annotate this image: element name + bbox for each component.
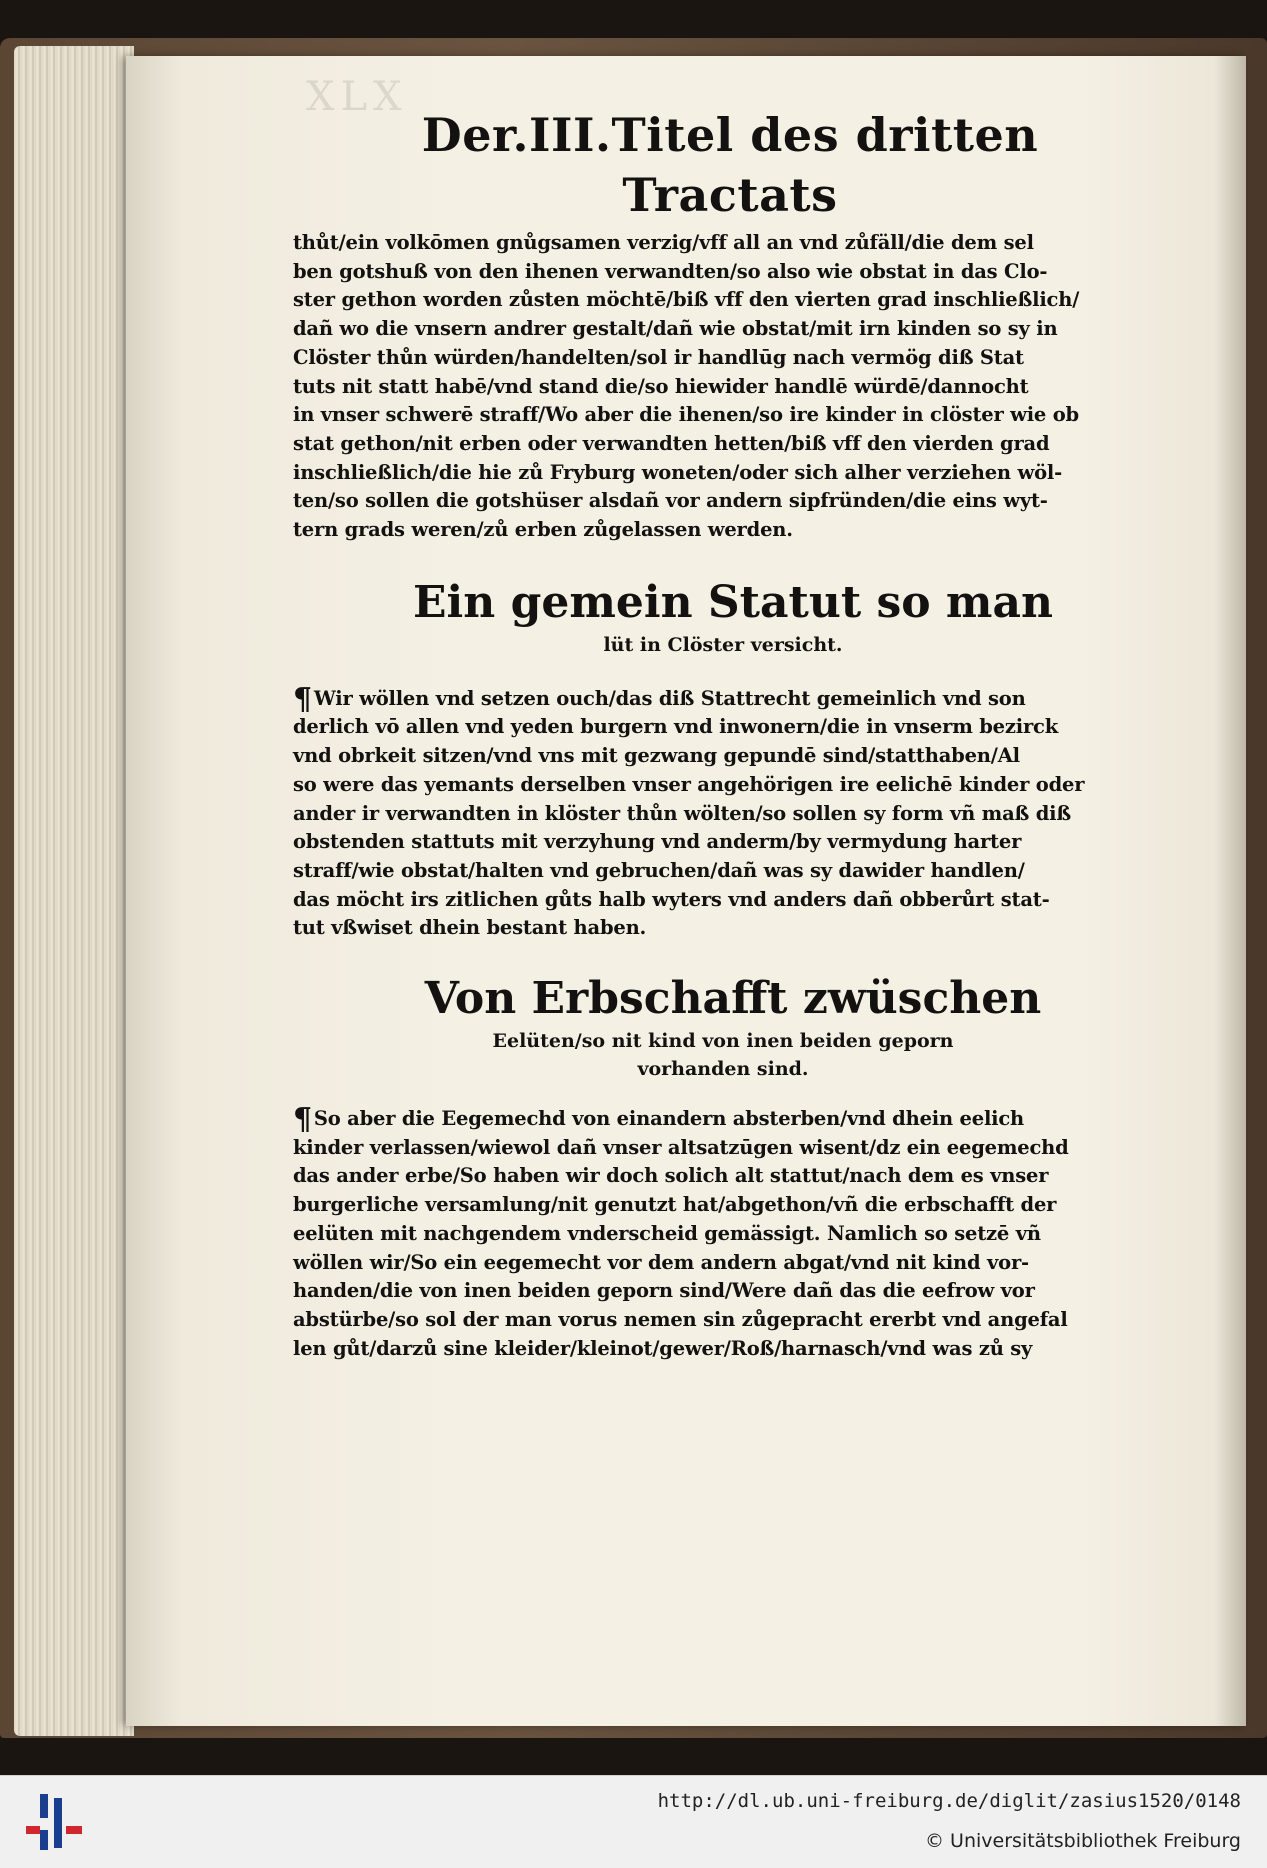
section-subheading: vorhanden sind. [637,1058,809,1081]
text-line: len gůt/darzů sine kleider/kleinot/gewer/Roß/harnasch/vnd was zů sy [293,1336,1033,1360]
text-line: derlich vō allen vnd yeden burgern vnd inwonern/die in vnserm bezirck [293,715,1059,739]
document-url[interactable]: http://dl.ub.uni-freiburg.de/diglit/zasius1520/0148 [657,1790,1241,1812]
text-line: thůt/ein volkōmen gnůgsamen verzig/vff all an vnd zůfäll/die dem sel [293,231,1034,254]
copyright-notice: © Universitätsbibliothek Freiburg [925,1830,1241,1852]
pilcrow-icon: ¶ [293,681,312,717]
section-subheading: Eelüten/so nit kind von inen beiden geporn [492,1030,954,1053]
section-subheading: lüt in Clöster versicht. [603,633,843,656]
text-line: das möcht irs zitlichen gůts halb wyters vnd anders dañ obberůrt stat- [293,887,1050,911]
paragraph-statute [293,681,1143,943]
section-heading: Von Erbschafft zwüschen [424,973,1042,1025]
page-stack-edge [14,46,134,1736]
text-line: stat gethon/nit erben oder verwandten hetten/biß vff den vierden grad [293,431,1050,455]
text-line: Clöster thůn würden/handelten/sol ir handlūg nach vermög diß Stat [293,345,1024,369]
text-line: das ander erbe/So haben wir doch solich alt stattut/nach dem es vnser [293,1164,1049,1188]
text-line: burgerliche versamlung/nit genutzt hat/abgethon/vñ die erbschafft der [293,1193,1057,1217]
text-block [293,105,1143,1363]
gutter-shadow [1216,56,1246,1726]
text-line: ster gethon worden zůsten möchtē/biß vff den vierten grad inschließlich/ [293,288,1080,312]
running-title: Der.III.Titel des dritten Tractats [421,108,1039,222]
text-line: ben gotshuß von den ihenen verwandten/so also wie obstat in das Clo- [293,259,1048,283]
text-line: inschließlich/die hie zů Fryburg woneten/oder sich alher verziehen wöl- [293,460,1062,484]
text-line: obstenden stattuts mit verzyhung vnd anderm/by vermydung harter [293,830,1022,854]
text-line: ander ir verwandten in klöster thůn wölten/so sollen sy form vñ maß diß [293,801,1071,825]
pilcrow-icon: ¶ [293,1102,312,1138]
text-line: straff/wie obstat/halten vnd gebruchen/dañ was sy dawider handlen/ [293,858,1025,882]
section-heading: Ein gemein Statut so man [413,576,1053,628]
text-line: so were das yemants derselben vnser angehörigen ire eelichē kinder oder [293,772,1085,796]
text-line: tuts nit statt habē/vnd stand die/so hiewider handlē würdē/dannocht [293,374,1029,398]
paragraph-continuation [293,229,1143,545]
text-line: ¶ Wir wöllen vnd setzen ouch/das diß Stattrecht gemeinlich vnd son [293,681,1026,717]
text-line: vnd obrkeit sitzen/vnd vns mit gezwang gepundē sind/statthaben/Al [293,744,1020,768]
text-line: dañ wo die vnsern andrer gestalt/dañ wie obstat/mit irn kinden so sy in [293,317,1058,341]
text-line: ¶ So aber die Eegemechd von einandern absterben/vnd dhein eelich [293,1102,1025,1138]
text-line: eelüten mit nachgendem vnderscheid gemässigt. Namlich so setzē vñ [293,1221,1041,1245]
text-line: handen/die von inen beiden geporn sind/Were dañ das die eefrow vor [293,1279,1035,1303]
text-line: in vnser schwerē straff/Wo aber die ihenen/so ire kinder in clöster wie ob [293,403,1079,427]
text-line: tut vßwiset dhein bestant haben. [293,916,647,940]
viewer-footer [0,1775,1267,1868]
text-line: abstürbe/so sol der man vorus nemen sin zůgepracht ererbt vnd angefal [293,1307,1068,1331]
show-through-text: XLX [306,74,408,120]
text-line: ten/so sollen die gotshüser alsdañ vor andern sipfründen/die eins wyt- [293,489,1048,513]
text-line: tern grads weren/zů erben zůgelassen werden. [293,518,793,542]
paragraph-inheritance [293,1102,1143,1363]
text-line: wöllen wir/So ein eegemecht vor dem andern abgat/vnd nit kind vor- [293,1250,1029,1274]
ub-freiburg-logo[interactable] [24,1790,84,1854]
text-line: kinder verlassen/wiewol dañ vnser altsatzūgen wisent/dz ein eegemechd [293,1135,1069,1159]
